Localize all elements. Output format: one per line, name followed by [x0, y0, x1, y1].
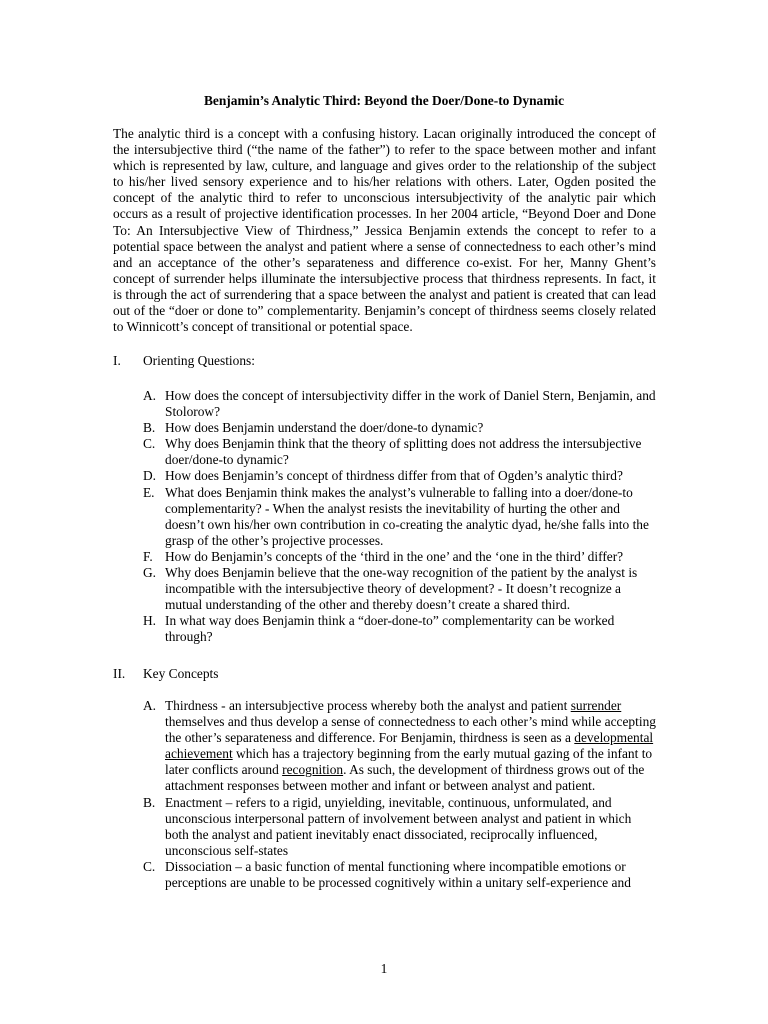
- section-2-title: Key Concepts: [143, 666, 219, 681]
- intro-paragraph: The analytic third is a concept with a confusing history. Lacan originally introduced the concept of the intersubjective third (“the name of the father”) to refer to the space between mother and infant which is represented by law, culture, and language and gives order to the relationship of the subject to his/her lived sensory experience and to his/her relations with others. Later, Ogden posited the concept of the analytic third to refer to unconscious intersubjectivity of the analytic pair which occurs as a result of projective identification processes. In her 2004 article, “Beyond Doer and Done To: An Intersubjective View of Thirdness,” Jessica Benjamin extends the concept to refer to a potential space between the analyst and patient where a sense of connectedness to each other’s mind and an acceptance of the other’s separateness and difference co-exist. For her, Manny Ghent’s concept of surrender helps illuminate the intersubjective process that thirdness represents. In fact, it is through the act of surrendering that a space between the analyst and patient is created that can lead out of the “doer or done to” complementarity. Benjamin’s concept of thirdness seems closely related to Winnicott’s concept of transitional or potential space.: [113, 126, 656, 335]
- list-item: B. Enactment – refers to a rigid, unyielding, inevitable, continuous, unformulated, and unconscious interpersonal pattern of involvement between analyst and patient in which both the analyst and patient inevitably enact dissociated, reciprocally influenced, unconscious self-states: [143, 794, 632, 858]
- list-item: F. How do Benjamin’s concepts of the ‘third in the one’ and the ‘one in the third’ differ?: [143, 548, 624, 564]
- list-item: D. How does Benjamin’s concept of thirdness differ from that of Ogden’s analytic third?: [143, 468, 623, 484]
- section-1-heading: [113, 353, 255, 369]
- list-item: A. How does the concept of intersubjectivity differ in the work of Daniel Stern, Benjamin, and Stolorow?: [143, 388, 656, 420]
- section-1-number: I.: [113, 353, 121, 368]
- document-title: Benjamin’s Analytic Third: Beyond the Doer/Done-to Dynamic: [203, 93, 565, 108]
- list-item: C. Why does Benjamin think that the theory of splitting does not address the intersubjective doer/done-to dynamic?: [143, 436, 642, 468]
- thirdness-definition: Thirdness - an intersubjective process whereby both the analyst and patient surrender themselves and thus develop a sense of connectedness to each other’s mind while accepting the other’s separateness and difference. For Benjamin, thirdness is seen as a developmental achievement which has a trajectory beginning from the early mutual gazing of the infant to later conflicts around recognition. As such, the development of thirdness grows out of the attachment responses between mother and infant or between analyst and patient.: [165, 698, 656, 794]
- key-concepts-list: [143, 698, 658, 891]
- list-item: C. Dissociation – a basic function of mental functioning where incompatible emotions or perceptions are unable to be processed cognitively within a unitary self-experience and: [143, 858, 631, 891]
- list-item: B. How does Benjamin understand the doer/done-to dynamic?: [143, 420, 484, 436]
- list-item: H. In what way does Benjamin think a “doer-done-to” complementarity can be worked through?: [143, 613, 615, 645]
- underlined-term: surrender: [570, 698, 622, 713]
- underlined-term: recognition: [282, 762, 344, 778]
- section-2-heading: [113, 666, 219, 682]
- orienting-questions-list: [143, 388, 658, 646]
- list-item: G. Why does Benjamin believe that the one-way recognition of the patient by the analyst is incompatible with the intersubjective theory of development? - It doesn’t recognize a mutual understanding of the other and thereby doesn’t create a shared third.: [143, 565, 638, 613]
- underlined-term: developmental achievement: [165, 730, 654, 762]
- section-1-title: Orienting Questions:: [143, 353, 255, 368]
- list-item: A. Thirdness - an intersubjective process whereby both the analyst and patient surrender themselves and thus develop a sense of connectedness to each other’s mind while accepting the other’s separateness and difference. For Benjamin, thirdness is seen as a developmental achievement which has a trajectory beginning from the early mutual gazing of the infant to later conflicts around recognition. As such, the development of thirdness grows out of the attachment responses between mother and infant or between analyst and patient.: [143, 698, 658, 795]
- page-number: 1: [380, 961, 388, 976]
- list-item: E. What does Benjamin think makes the analyst’s vulnerable to falling into a doer/done-to complementarity? - When the analyst resists the inevitability of hurting the other and doesn’t own his/her own contribution in co-creating the analytic dyad, he/she falls into the grasp of the other’s projective processes.: [143, 484, 649, 548]
- section-2-number: II.: [113, 666, 126, 681]
